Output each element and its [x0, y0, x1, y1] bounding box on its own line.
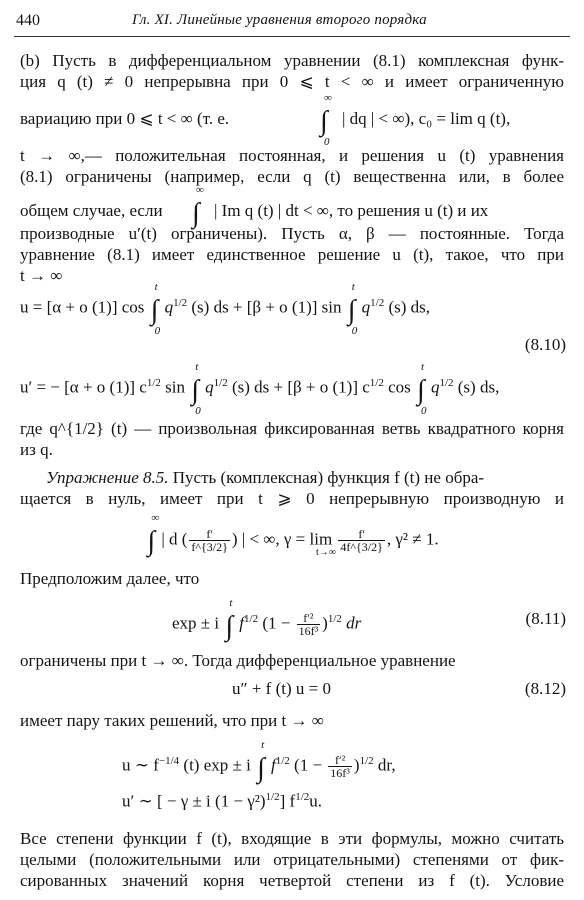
text-line: имеет пару таких решений, что при t → ∞: [20, 711, 324, 730]
text-line: | Im q (t) | dt < ∞, то решения u (t) и их: [214, 201, 489, 220]
text-line: t → ∞,— положительная постоянная, и решения u (t) уравнения: [20, 146, 564, 165]
text-line: | dq | < ∞), c₀ = lim q (t),: [342, 109, 511, 128]
equation-number: (8.12): [524, 679, 566, 698]
equation-number: (8.11): [525, 609, 566, 628]
exercise-line: Упражнение 8.5. Пусть (комплексная) функция f (t) не обра-: [46, 468, 485, 487]
page-header: [14, 12, 570, 34]
text-line: Все степени функции f (t), входящие в эти формулы, можно считать: [20, 829, 564, 848]
integral-sign: ∫ ∞ 0: [320, 92, 332, 148]
text-line: сированных значений корня четвертой степени из f (t). Условие: [20, 871, 564, 890]
text-line: ция q (t) ≠ 0 непрерывна при 0 ⩽ t < ∞ и имеет ограниченную: [20, 72, 564, 91]
equation-8-12: u″ + f (t) u = 0: [232, 679, 331, 698]
inline-integral: [318, 92, 332, 148]
page-number: 440: [16, 12, 40, 29]
running-title: Гл. XI. Линейные уравнения второго порядка: [132, 12, 427, 28]
text-line: ограничены при t → ∞. Тогда дифференциальное уравнение: [20, 651, 456, 670]
text-line: вариацию при 0 ⩽ t < ∞ (т. е.: [20, 109, 230, 128]
asymptotic-u: u ∼ $f^{-1/4}$ (t) exp ± i ∫ t $f^{1/2}$ (1 − $\frac{\text{f′²}}{\text{16f³}}$ )$^{1/2}$ dr,: [122, 738, 396, 784]
text-line: где q^{1/2} (t) — произвольная фиксированная ветвь квадратного корня: [20, 419, 564, 438]
text-line: уравнение (8.1) имеет единственное решение u (t), такое, что при: [20, 245, 564, 264]
equation-8-10-line1: u = [α + o (1)] cos ∫ t 0 $q^{1/2}$ (s) ds + [β + o (1)] sin ∫ t 0 $q^{1/2}$ (s) ds,: [20, 280, 431, 337]
equation-8-11: exp ± i ∫ t $f^{1/2}$ (1 − $\frac{\text{f′²}}{\text{16f³}}$ )$^{1/2}$ dr: [172, 596, 362, 642]
limit-subscript: t→∞: [316, 547, 336, 558]
equation-8-10-line2: u′ = − [α + o (1)] $c^{1/2}$ sin ∫ t 0 $q^{1/2}$ (s) ds + [β + o (1)] $c^{1/2}$ cos ∫ t 0 $q^{1/2}$ (s) ds,: [20, 360, 500, 417]
asymptotic-u-prime: u′ ∼ [ − γ ± i $(1 - \gamma^2)^{1/2}$] $f^{1/2}u$.: [122, 791, 322, 811]
exercise-condition: ∫ ∞ | d ( $\frac{f'}{f\^{}\{3/2\}}$ ) | < ∞, γ = lim $\frac{f'}{4f\^{}\{3/2\}}$ , γ² ≠ 1.: [147, 512, 439, 558]
text-line: t → ∞: [20, 266, 63, 285]
text-line: общем случае, если: [20, 201, 163, 220]
text-line: из q.: [20, 440, 53, 459]
text-line: целыми (положительными или отрицательными) степенями от фик-: [20, 850, 564, 869]
equation-number: (8.10): [524, 335, 566, 354]
text-line: щается в нуль, имеет при t ⩾ 0 непрерывную производную и: [20, 489, 564, 508]
text-line: (8.1) ограничены (например, если q (t) вещественна или, в более: [20, 167, 564, 186]
text-line: (b) Пусть в дифференциальном уравнении (8.1) комплексная функ-: [20, 51, 564, 70]
header-rule: [14, 36, 570, 37]
text-line: Предположим далее, что: [20, 569, 200, 588]
text-line: производные u′(t) ограничены). Пусть α, β — постоянные. Тогда: [20, 224, 564, 243]
integral-sign: ∫ ∞: [192, 184, 204, 229]
inline-integral: [190, 184, 204, 229]
